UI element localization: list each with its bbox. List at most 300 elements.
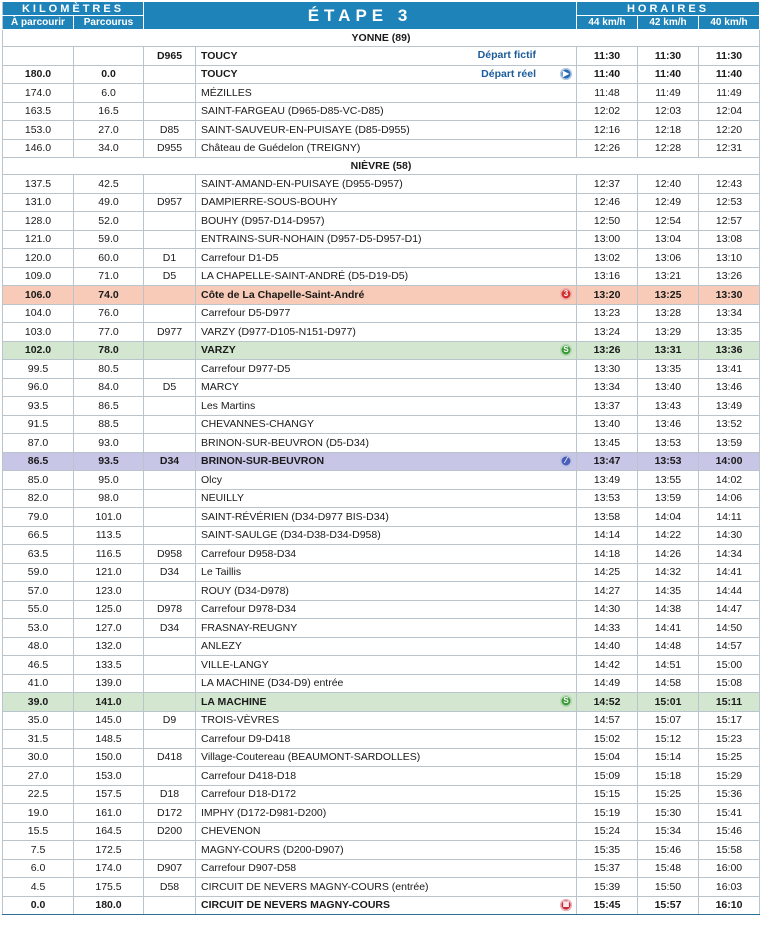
road-cell	[144, 360, 196, 379]
km-remaining-cell: 66.5	[3, 526, 74, 545]
km-remaining-cell: 55.0	[3, 600, 74, 619]
km-done-cell: 175.5	[74, 878, 144, 897]
place-name: Carrefour D958-D34	[201, 547, 297, 560]
road-cell	[144, 730, 196, 749]
road-cell	[144, 582, 196, 601]
time-42-cell: 14:41	[638, 619, 699, 638]
road-cell: D5	[144, 267, 196, 286]
region-band	[3, 158, 760, 175]
timetable-row	[3, 121, 760, 140]
timetable-row	[3, 65, 760, 84]
timetable-row	[3, 230, 760, 249]
km-done-cell: 71.0	[74, 267, 144, 286]
time-44-cell: 13:02	[577, 249, 638, 268]
km-done-cell: 42.5	[74, 175, 144, 194]
time-44-cell: 14:40	[577, 637, 638, 656]
time-40-cell: 12:53	[699, 193, 760, 212]
time-42-cell: 14:48	[638, 637, 699, 656]
km-done-cell: 139.0	[74, 674, 144, 693]
place-name: Carrefour D907-D58	[201, 862, 297, 875]
place-name: ROUY (D34-D978)	[201, 584, 289, 597]
timetable-row	[3, 526, 760, 545]
place-cell	[196, 822, 577, 841]
time-40-cell: 14:44	[699, 582, 760, 601]
km-remaining-cell: 0.0	[3, 896, 74, 915]
road-cell	[144, 84, 196, 103]
place-name: Carrefour D977-D5	[201, 362, 291, 375]
road-cell	[144, 656, 196, 675]
time-42-cell: 11:49	[638, 84, 699, 103]
timetable-row	[3, 102, 760, 121]
km-remaining-cell: 102.0	[3, 341, 74, 360]
place-cell	[196, 65, 577, 84]
km-done-cell: 93.0	[74, 434, 144, 453]
place-name: ENTRAINS-SUR-NOHAIN (D957-D5-D957-D1)	[201, 233, 422, 246]
time-40-cell: 14:50	[699, 619, 760, 638]
road-cell: D978	[144, 600, 196, 619]
time-44-cell: 12:26	[577, 139, 638, 158]
time-44-cell: 15:35	[577, 841, 638, 860]
km-remaining-cell: 30.0	[3, 748, 74, 767]
place-name: DAMPIERRE-SOUS-BOUHY	[201, 196, 338, 209]
timetable-row	[3, 378, 760, 397]
region-band	[3, 30, 760, 47]
time-44-cell: 15:19	[577, 804, 638, 823]
km-done-cell: 49.0	[74, 193, 144, 212]
km-done-cell: 101.0	[74, 508, 144, 527]
place-cell	[196, 212, 577, 231]
stage-timetable	[2, 2, 759, 915]
time-44-cell: 13:20	[577, 286, 638, 305]
time-40-cell: 14:41	[699, 563, 760, 582]
km-done-cell: 78.0	[74, 341, 144, 360]
time-40-cell: 15:11	[699, 693, 760, 712]
road-cell: D200	[144, 822, 196, 841]
time-42-cell: 13:06	[638, 249, 699, 268]
place-cell	[196, 600, 577, 619]
place-cell	[196, 341, 577, 360]
time-42-cell: 13:55	[638, 471, 699, 490]
time-40-cell: 11:30	[699, 47, 760, 66]
km-done-cell: 86.5	[74, 397, 144, 416]
time-44-cell: 12:50	[577, 212, 638, 231]
km-done-header: Parcourus	[74, 16, 144, 30]
km-done-cell: 145.0	[74, 711, 144, 730]
road-cell: D958	[144, 545, 196, 564]
road-cell: D957	[144, 193, 196, 212]
km-done-cell: 150.0	[74, 748, 144, 767]
time-40-cell: 13:08	[699, 230, 760, 249]
road-cell: D172	[144, 804, 196, 823]
road-cell	[144, 841, 196, 860]
place-name: Côte de La Chapelle-Saint-André	[201, 288, 365, 301]
place-cell	[196, 193, 577, 212]
km-remaining-cell: 6.0	[3, 859, 74, 878]
time-42-cell: 14:35	[638, 582, 699, 601]
km-remaining-cell: 15.5	[3, 822, 74, 841]
km-done-cell: 98.0	[74, 489, 144, 508]
km-done-cell: 164.5	[74, 822, 144, 841]
place-name: TOUCY	[201, 49, 238, 62]
timetable-row	[3, 397, 760, 416]
time-42-cell: 15:14	[638, 748, 699, 767]
stage-title: ÉTAPE 3	[144, 2, 577, 30]
place-name: BRINON-SUR-BEUVRON	[201, 455, 325, 468]
place-cell	[196, 378, 577, 397]
time-42-cell: 13:25	[638, 286, 699, 305]
time-44-cell: 13:58	[577, 508, 638, 527]
road-cell	[144, 341, 196, 360]
start-note: Départ fictif	[477, 49, 536, 61]
road-cell: D5	[144, 378, 196, 397]
km-done-cell: 113.5	[74, 526, 144, 545]
timetable-row	[3, 637, 760, 656]
place-name: CIRCUIT DE NEVERS MAGNY-COURS	[201, 899, 391, 912]
time-44-cell: 15:39	[577, 878, 638, 897]
road-cell: D1	[144, 249, 196, 268]
road-cell: D34	[144, 563, 196, 582]
timetable-row	[3, 434, 760, 453]
road-cell	[144, 397, 196, 416]
road-cell	[144, 526, 196, 545]
km-done-cell: 52.0	[74, 212, 144, 231]
road-cell: D58	[144, 878, 196, 897]
time-44-cell: 13:40	[577, 415, 638, 434]
place-name: VARZY (D977-D105-N151-D977)	[201, 325, 356, 338]
place-name: BRINON-SUR-BEUVRON (D5-D34)	[201, 436, 370, 449]
place-cell	[196, 526, 577, 545]
timetable-row	[3, 47, 760, 66]
km-done-cell: 157.5	[74, 785, 144, 804]
km-remaining-cell: 22.5	[3, 785, 74, 804]
timetable-row	[3, 878, 760, 897]
time-40-cell: 16:03	[699, 878, 760, 897]
place-cell	[196, 175, 577, 194]
timetable-row	[3, 730, 760, 749]
timetable-row	[3, 489, 760, 508]
km-done-cell: 141.0	[74, 693, 144, 712]
road-cell: D34	[144, 619, 196, 638]
place-cell	[196, 249, 577, 268]
km-remaining-cell: 48.0	[3, 637, 74, 656]
timetable-row	[3, 175, 760, 194]
km-remaining-cell: 86.5	[3, 452, 74, 471]
time-40-cell: 15:25	[699, 748, 760, 767]
road-cell: D907	[144, 859, 196, 878]
timetable-body	[3, 30, 760, 915]
place-name: Château de Guédelon (TREIGNY)	[201, 142, 361, 155]
place-cell	[196, 304, 577, 323]
place-name: BOUHY (D957-D14-D957)	[201, 214, 325, 227]
km-remaining-cell: 104.0	[3, 304, 74, 323]
speed-40-header: 40 km/h	[699, 16, 760, 30]
place-cell	[196, 471, 577, 490]
place-name: SAINT-SAUVEUR-EN-PUISAYE (D85-D955)	[201, 123, 410, 136]
road-cell: D85	[144, 121, 196, 140]
km-done-cell: 80.5	[74, 360, 144, 379]
time-42-cell: 15:30	[638, 804, 699, 823]
km-done-cell: 95.0	[74, 471, 144, 490]
km-done-cell: 34.0	[74, 139, 144, 158]
place-cell	[196, 674, 577, 693]
time-40-cell: 15:29	[699, 767, 760, 786]
km-remaining-cell: 103.0	[3, 323, 74, 342]
km-done-cell: 125.0	[74, 600, 144, 619]
km-done-cell: 180.0	[74, 896, 144, 915]
place-name: SAINT-RÉVÉRIEN (D34-D977 BIS-D34)	[201, 510, 389, 523]
km-remaining-cell: 163.5	[3, 102, 74, 121]
km-done-cell: 84.0	[74, 378, 144, 397]
place-name: Olcy	[201, 473, 222, 486]
time-40-cell: 15:41	[699, 804, 760, 823]
timetable-row	[3, 767, 760, 786]
km-remaining-cell: 99.5	[3, 360, 74, 379]
km-remaining-cell: 4.5	[3, 878, 74, 897]
time-40-cell: 14:47	[699, 600, 760, 619]
time-40-cell: 13:36	[699, 341, 760, 360]
km-done-cell: 16.5	[74, 102, 144, 121]
timetable-row	[3, 600, 760, 619]
time-42-cell: 15:07	[638, 711, 699, 730]
time-42-cell: 13:43	[638, 397, 699, 416]
time-40-cell: 14:06	[699, 489, 760, 508]
place-cell	[196, 785, 577, 804]
km-done-cell: 76.0	[74, 304, 144, 323]
time-40-cell: 15:58	[699, 841, 760, 860]
time-40-cell: 12:20	[699, 121, 760, 140]
km-done-cell: 6.0	[74, 84, 144, 103]
km-remaining-cell: 19.0	[3, 804, 74, 823]
time-40-cell: 11:40	[699, 65, 760, 84]
timetable-row	[3, 249, 760, 268]
km-done-cell: 93.5	[74, 452, 144, 471]
timetable-row	[3, 785, 760, 804]
time-40-cell: 15:08	[699, 674, 760, 693]
place-name: LA MACHINE	[201, 695, 267, 708]
km-remaining-cell: 106.0	[3, 286, 74, 305]
place-cell	[196, 859, 577, 878]
km-done-cell: 60.0	[74, 249, 144, 268]
km-done-cell: 74.0	[74, 286, 144, 305]
timetable-row	[3, 415, 760, 434]
km-done-cell: 133.5	[74, 656, 144, 675]
timetable-row	[3, 841, 760, 860]
climb-category-icon: 3	[560, 288, 572, 300]
place-name: Les Martins	[201, 399, 256, 412]
place-cell	[196, 434, 577, 453]
road-cell	[144, 767, 196, 786]
km-remaining-cell: 82.0	[3, 489, 74, 508]
time-42-cell: 14:51	[638, 656, 699, 675]
time-42-cell: 13:53	[638, 452, 699, 471]
place-cell	[196, 730, 577, 749]
time-40-cell: 15:36	[699, 785, 760, 804]
place-cell	[196, 582, 577, 601]
timetable-row	[3, 323, 760, 342]
timetable-row	[3, 656, 760, 675]
time-42-cell: 14:26	[638, 545, 699, 564]
place-cell	[196, 896, 577, 915]
km-done-cell: 153.0	[74, 767, 144, 786]
km-remaining-cell: 39.0	[3, 693, 74, 712]
timetable-row	[3, 748, 760, 767]
time-44-cell: 13:34	[577, 378, 638, 397]
place-name: Carrefour D418-D18	[201, 769, 297, 782]
km-done-cell: 148.5	[74, 730, 144, 749]
time-42-cell: 13:28	[638, 304, 699, 323]
time-44-cell: 12:46	[577, 193, 638, 212]
road-cell	[144, 508, 196, 527]
region-label: YONNE (89)	[3, 30, 760, 47]
place-cell	[196, 693, 577, 712]
time-40-cell: 13:41	[699, 360, 760, 379]
km-done-cell: 0.0	[74, 65, 144, 84]
time-42-cell: 13:35	[638, 360, 699, 379]
time-44-cell: 11:40	[577, 65, 638, 84]
time-42-cell: 13:53	[638, 434, 699, 453]
place-cell	[196, 878, 577, 897]
time-40-cell: 13:30	[699, 286, 760, 305]
start-note: Départ réel	[481, 67, 536, 80]
place-name: LA CHAPELLE-SAINT-ANDRÉ (D5-D19-D5)	[201, 270, 409, 283]
time-42-cell: 14:38	[638, 600, 699, 619]
place-cell	[196, 84, 577, 103]
place-cell	[196, 711, 577, 730]
time-44-cell: 13:16	[577, 267, 638, 286]
time-44-cell: 14:27	[577, 582, 638, 601]
timetable-row	[3, 304, 760, 323]
time-40-cell: 13:34	[699, 304, 760, 323]
time-44-cell: 13:00	[577, 230, 638, 249]
km-remaining-cell: 137.5	[3, 175, 74, 194]
time-40-cell: 16:10	[699, 896, 760, 915]
road-cell	[144, 286, 196, 305]
road-cell	[144, 230, 196, 249]
time-42-cell: 12:54	[638, 212, 699, 231]
road-cell: D977	[144, 323, 196, 342]
time-44-cell: 15:09	[577, 767, 638, 786]
finish-icon: ▦	[560, 899, 572, 911]
place-cell	[196, 563, 577, 582]
km-remaining-cell: 7.5	[3, 841, 74, 860]
km-done-cell: 127.0	[74, 619, 144, 638]
time-42-cell: 12:49	[638, 193, 699, 212]
play-icon: ▶	[560, 68, 572, 80]
place-cell	[196, 767, 577, 786]
km-done-cell: 174.0	[74, 859, 144, 878]
km-remaining-cell: 146.0	[3, 139, 74, 158]
km-done-cell: 121.0	[74, 563, 144, 582]
time-42-cell: 15:01	[638, 693, 699, 712]
place-name: TROIS-VÈVRES	[201, 714, 280, 727]
place-cell	[196, 102, 577, 121]
feed-zone-icon: ⁄	[560, 455, 572, 467]
place-name: VARZY	[201, 344, 236, 357]
km-remaining-cell: 85.0	[3, 471, 74, 490]
place-cell	[196, 415, 577, 434]
time-42-cell: 13:59	[638, 489, 699, 508]
km-remaining-cell: 120.0	[3, 249, 74, 268]
time-44-cell: 14:52	[577, 693, 638, 712]
km-remaining-cell: 53.0	[3, 619, 74, 638]
place-name: TOUCY	[201, 68, 238, 81]
time-40-cell: 13:10	[699, 249, 760, 268]
time-44-cell: 12:37	[577, 175, 638, 194]
place-name: MAGNY-COURS (D200-D907)	[201, 843, 344, 856]
road-cell	[144, 65, 196, 84]
timetable-row	[3, 674, 760, 693]
place-name: Village-Coutereau (BEAUMONT-SARDOLLES)	[201, 751, 421, 764]
timetable-row	[3, 193, 760, 212]
km-done-cell: 161.0	[74, 804, 144, 823]
timetable-row	[3, 267, 760, 286]
time-40-cell: 13:35	[699, 323, 760, 342]
place-cell	[196, 230, 577, 249]
timetable-row	[3, 693, 760, 712]
km-remaining-cell: 174.0	[3, 84, 74, 103]
road-cell	[144, 102, 196, 121]
km-remaining-cell: 31.5	[3, 730, 74, 749]
time-40-cell: 13:26	[699, 267, 760, 286]
time-44-cell: 15:24	[577, 822, 638, 841]
time-44-cell: 11:48	[577, 84, 638, 103]
time-42-cell: 12:03	[638, 102, 699, 121]
timetable-row	[3, 711, 760, 730]
time-40-cell: 14:30	[699, 526, 760, 545]
time-44-cell: 14:49	[577, 674, 638, 693]
km-done-cell: 27.0	[74, 121, 144, 140]
time-44-cell: 15:45	[577, 896, 638, 915]
time-42-cell: 15:46	[638, 841, 699, 860]
time-42-cell: 13:04	[638, 230, 699, 249]
time-40-cell: 12:43	[699, 175, 760, 194]
place-name: ANLEZY	[201, 640, 242, 653]
time-40-cell: 14:00	[699, 452, 760, 471]
time-42-cell: 15:50	[638, 878, 699, 897]
road-cell	[144, 415, 196, 434]
time-42-cell: 11:30	[638, 47, 699, 66]
time-42-cell: 14:04	[638, 508, 699, 527]
place-name: Carrefour D978-D34	[201, 603, 297, 616]
time-42-cell: 14:32	[638, 563, 699, 582]
road-cell	[144, 471, 196, 490]
place-cell	[196, 489, 577, 508]
km-remaining-cell: 87.0	[3, 434, 74, 453]
time-40-cell: 13:46	[699, 378, 760, 397]
place-cell	[196, 323, 577, 342]
time-40-cell: 14:02	[699, 471, 760, 490]
time-44-cell: 15:04	[577, 748, 638, 767]
sprint-icon: S	[560, 344, 572, 356]
time-44-cell: 13:45	[577, 434, 638, 453]
speed-44-header: 44 km/h	[577, 16, 638, 30]
km-remaining-cell: 93.5	[3, 397, 74, 416]
km-remaining-cell: 41.0	[3, 674, 74, 693]
timetable-row	[3, 508, 760, 527]
time-40-cell: 15:00	[699, 656, 760, 675]
timetable-row	[3, 360, 760, 379]
place-cell	[196, 508, 577, 527]
time-42-cell: 11:40	[638, 65, 699, 84]
place-name: MARCY	[201, 381, 239, 394]
time-44-cell: 13:53	[577, 489, 638, 508]
timetable-row	[3, 804, 760, 823]
place-cell	[196, 286, 577, 305]
time-40-cell: 13:49	[699, 397, 760, 416]
time-44-cell: 13:37	[577, 397, 638, 416]
place-name: SAINT-AMAND-EN-PUISAYE (D955-D957)	[201, 177, 403, 190]
timetable-row	[3, 619, 760, 638]
